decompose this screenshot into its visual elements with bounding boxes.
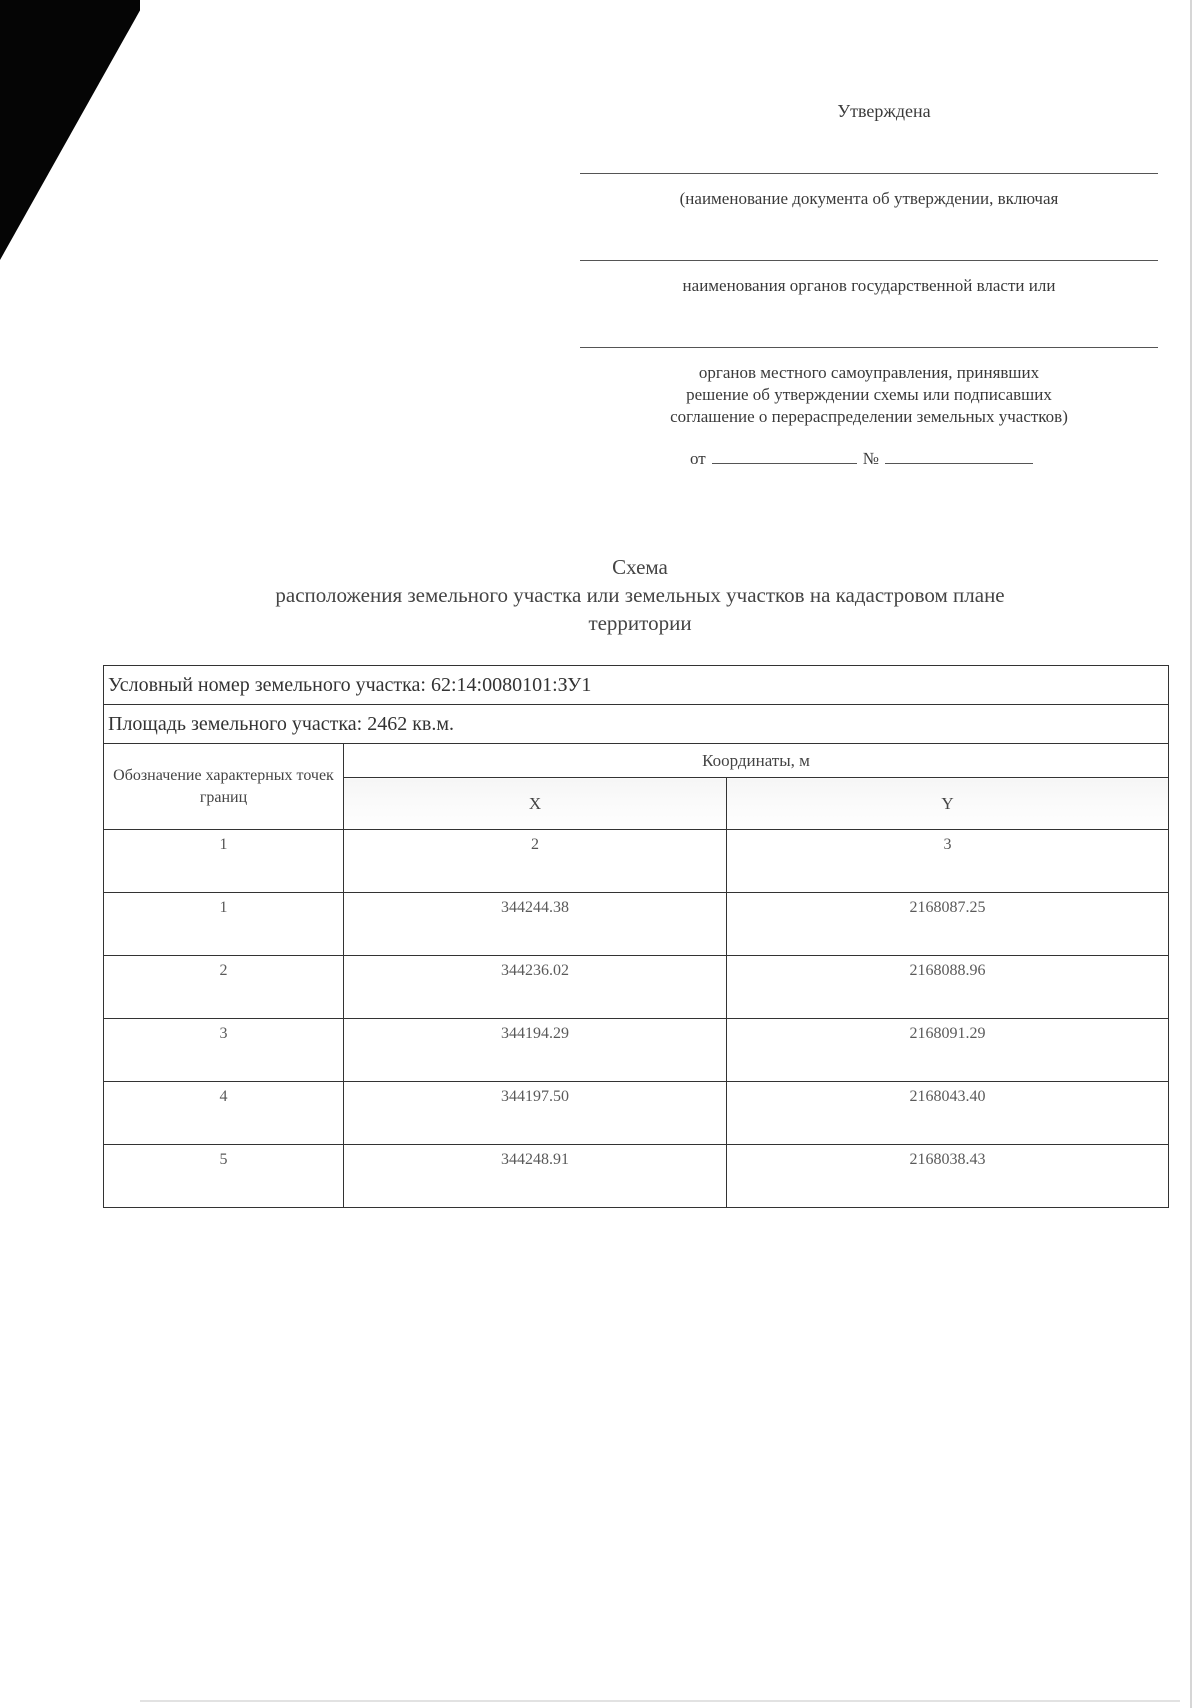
point-id: 3 [104,1019,344,1082]
header-row-1 [104,744,1169,778]
parcel-number-row [104,666,1169,705]
date-prefix: от [690,449,706,468]
coord-y: 2168091.29 [727,1019,1169,1082]
table-row [104,1145,1169,1208]
scheme-title-line-2: расположения земельного участка или земельных участков на кадастровом плане [275,583,1005,607]
table-row [104,956,1169,1019]
coord-y: 2168087.25 [727,893,1169,956]
approval-blank-line-2 [580,260,1158,261]
scheme-title [150,553,1130,637]
header-x: X [344,778,727,830]
approval-blank-line-1 [580,173,1158,174]
number-blank [885,449,1033,464]
point-id: 5 [104,1145,344,1208]
coord-x: 344244.38 [344,893,727,956]
approval-block [580,100,1158,470]
approved-label: Утверждена [837,101,931,121]
column-number-row [104,830,1169,893]
coord-x: 344248.91 [344,1145,727,1208]
scan-edge-right [1190,0,1192,1708]
table-row [104,893,1169,956]
date-blank [712,449,857,464]
approval-note-3 [580,362,1158,428]
approval-date-line [580,448,1158,470]
point-id: 2 [104,956,344,1019]
number-sign: № [862,449,879,468]
approval-blank-line-3 [580,347,1158,348]
parcel-area-row [104,705,1169,744]
scheme-title-line-1: Схема [612,555,668,579]
coord-x: 344236.02 [344,956,727,1019]
approval-note-3c: соглашение о перераспределении земельных участков) [670,407,1068,426]
column-number: 2 [344,830,727,893]
parcel-number: Условный номер земельного участка: 62:14:0080101:ЗУ1 [104,666,1169,705]
column-number: 1 [104,830,344,893]
header-coordinates: Координаты, м [344,744,1169,778]
point-id: 4 [104,1082,344,1145]
coord-y: 2168038.43 [727,1145,1169,1208]
scan-edge-bottom [140,1700,1180,1702]
scan-dark-corner [0,0,140,260]
table-row [104,1082,1169,1145]
scheme-title-line-3: территории [588,611,692,635]
header-points: Обозначение характерных точек границ [104,744,344,830]
column-number: 3 [727,830,1169,893]
table-row [104,1019,1169,1082]
coord-y: 2168088.96 [727,956,1169,1019]
coord-x: 344194.29 [344,1019,727,1082]
approval-note-1: (наименование документа об утверждении, включая [679,189,1059,208]
coordinates-table [103,665,1169,1208]
coord-x: 344197.50 [344,1082,727,1145]
coordinates-table-wrapper [103,665,1168,1208]
approval-note-3a: органов местного самоуправления, принявших [698,363,1040,382]
approval-note-2: наименования органов государственной власти или [682,276,1056,295]
header-y: Y [727,778,1169,830]
parcel-area: Площадь земельного участка: 2462 кв.м. [104,705,1169,744]
point-id: 1 [104,893,344,956]
coord-y: 2168043.40 [727,1082,1169,1145]
approval-note-3b: решение об утверждении схемы или подписавших [686,385,1052,404]
